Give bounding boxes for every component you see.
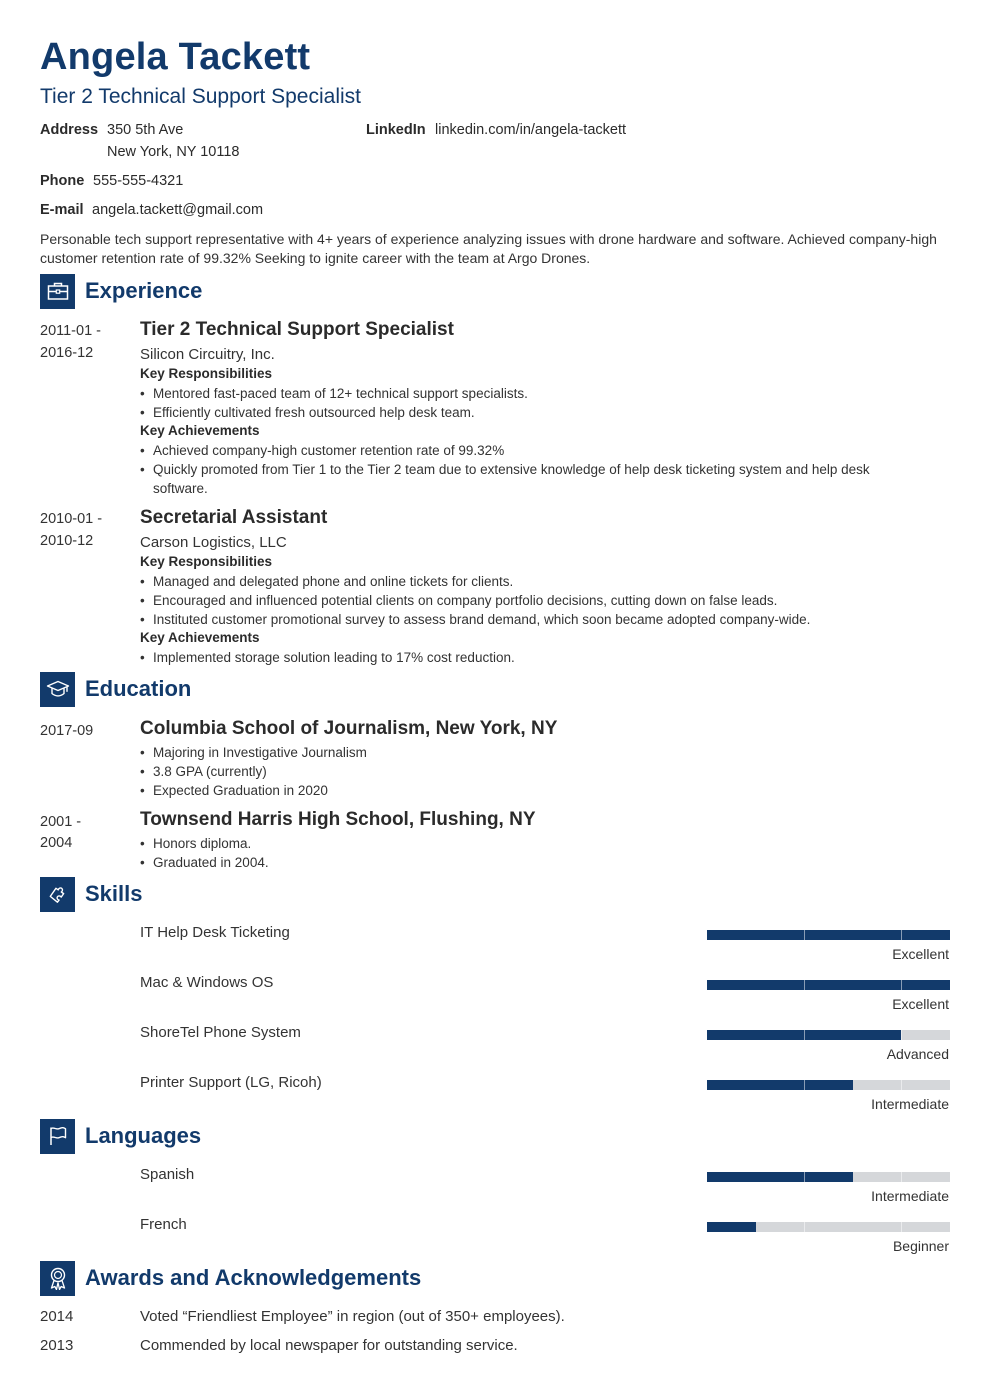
experience-header xyxy=(40,273,202,309)
skill-level: Excellent xyxy=(892,946,949,962)
list-item: • Achieved company-high customer retention rate of 99.32% xyxy=(140,441,920,460)
email-link[interactable]: angela.tackett@gmail.com xyxy=(92,202,264,218)
skill-level: Excellent xyxy=(892,996,949,1012)
address-block xyxy=(40,120,98,141)
bar-segment-divider xyxy=(804,1222,805,1232)
language-level: Beginner xyxy=(892,1238,949,1254)
skill-bar xyxy=(707,1080,950,1090)
skills-heading: Skills xyxy=(85,881,143,906)
languages-header xyxy=(40,1118,201,1154)
achievements-list xyxy=(140,648,930,667)
briefcase-icon xyxy=(40,274,75,309)
job-title: Secretarial Assistant xyxy=(140,507,328,528)
list-item: • Managed and delegated phone and online tickets for clients. xyxy=(140,572,930,591)
puzzle-icon xyxy=(40,877,75,912)
responsibilities-list xyxy=(140,572,930,629)
job-company: Carson Logistics, LLC xyxy=(140,534,287,551)
bar-segment-divider xyxy=(804,930,805,940)
bar-segment-divider xyxy=(804,1080,805,1090)
phone-label: Phone xyxy=(40,173,85,189)
school-title: Townsend Harris High School, Flushing, NY xyxy=(140,809,536,830)
bar-segment-divider xyxy=(901,980,902,990)
address-label: Address xyxy=(40,122,99,138)
school-bullets xyxy=(140,834,930,872)
job-title: Tier 2 Technical Support Specialist xyxy=(140,319,454,340)
award-year: 2014 xyxy=(40,1308,74,1325)
list-item: • Implemented storage solution leading to 17% cost reduction. xyxy=(140,648,930,667)
responsibilities-list xyxy=(140,384,930,422)
candidate-name: Angela Tackett xyxy=(40,36,311,78)
list-item: • Efficiently cultivated fresh outsourced help desk team. xyxy=(140,403,930,422)
skill-bar-fill xyxy=(707,980,950,990)
bar-segment-divider xyxy=(901,1222,902,1232)
skill-bar xyxy=(707,1030,950,1040)
bar-segment-divider xyxy=(901,930,902,940)
list-item: • Quickly promoted from Tier 1 to the Tier 2 team due to extensive knowledge of help desk ticketing system and help desk software. xyxy=(140,460,920,498)
school-bullets xyxy=(140,743,930,800)
skill-level: Advanced xyxy=(886,1046,949,1062)
language-name: French xyxy=(140,1216,187,1233)
job-date-end: 2010-12 xyxy=(40,533,94,549)
job-company: Silicon Circuitry, Inc. xyxy=(140,346,275,363)
award-ribbon-icon xyxy=(40,1261,75,1296)
list-item: • Encouraged and influenced potential clients on company portfolio decisions, cutting down on false leads. xyxy=(140,591,930,610)
achievements-list xyxy=(140,441,920,498)
school-date-start: 2017-09 xyxy=(40,723,94,739)
flag-icon xyxy=(40,1119,75,1154)
graduation-cap-icon xyxy=(40,672,75,707)
summary-text: Personable tech support representative with 4+ years of experience analyzing issues with drone hardware and software. Achieved company-high customer retention rate of 99.32% Seeking to ignite career with the team at Argo Drones. xyxy=(40,231,937,266)
language-bar xyxy=(707,1172,950,1182)
responsibilities-label: Key Responsibilities xyxy=(140,366,273,381)
language-bar-fill xyxy=(707,1172,853,1182)
skill-name: IT Help Desk Ticketing xyxy=(140,924,290,941)
bar-segment-divider xyxy=(804,980,805,990)
school-date-end: 2004 xyxy=(40,835,73,851)
list-item: • Mentored fast-paced team of 12+ technical support specialists. xyxy=(140,384,930,403)
language-bar xyxy=(707,1222,950,1232)
phone-value: 555-555-4321 xyxy=(93,173,184,189)
responsibilities-label: Key Responsibilities xyxy=(140,554,273,569)
linkedin-link[interactable]: linkedin.com/in/angela-tackett xyxy=(435,122,627,138)
bar-segment-divider xyxy=(901,1030,902,1040)
language-name: Spanish xyxy=(140,1166,195,1183)
skill-bar xyxy=(707,980,950,990)
awards-header xyxy=(40,1260,421,1296)
bar-segment-divider xyxy=(901,1172,902,1182)
list-item: • Instituted customer promotional survey to assess brand demand, which soon became adopted company-wide. xyxy=(140,610,930,629)
list-item: • Expected Graduation in 2020 xyxy=(140,781,930,800)
skill-name: Printer Support (LG, Ricoh) xyxy=(140,1074,322,1091)
skill-name: ShoreTel Phone System xyxy=(140,1024,301,1041)
address-line2: New York, NY 10118 xyxy=(107,144,240,160)
list-item: • Graduated in 2004. xyxy=(140,853,930,872)
bar-segment-divider xyxy=(804,1030,805,1040)
experience-heading: Experience xyxy=(85,278,203,303)
bar-segment-divider xyxy=(804,1172,805,1182)
skill-name: Mac & Windows OS xyxy=(140,974,274,991)
address-line1: 350 5th Ave xyxy=(107,122,184,138)
education-header xyxy=(40,671,191,707)
school-title: Columbia School of Journalism, New York, NY xyxy=(140,718,558,739)
language-level: Intermediate xyxy=(871,1188,949,1204)
list-item: • Majoring in Investigative Journalism xyxy=(140,743,930,762)
skill-bar xyxy=(707,930,950,940)
bar-segment-divider xyxy=(901,1080,902,1090)
list-item: • 3.8 GPA (currently) xyxy=(140,762,930,781)
achievements-label: Key Achievements xyxy=(140,630,260,645)
email-label: E-mail xyxy=(40,202,84,218)
achievements-label: Key Achievements xyxy=(140,423,260,438)
linkedin-label: LinkedIn xyxy=(366,122,426,138)
school-date-start: 2001 - xyxy=(40,814,82,830)
award-text: Commended by local newspaper for outstanding service. xyxy=(140,1337,518,1354)
education-heading: Education xyxy=(85,676,192,701)
skill-bar-fill xyxy=(707,930,950,940)
job-date-start: 2011-01 - xyxy=(40,323,101,339)
skill-level: Intermediate xyxy=(871,1096,949,1112)
skill-bar-fill xyxy=(707,1080,853,1090)
award-text: Voted “Friendliest Employee” in region (out of 350+ employees). xyxy=(140,1308,565,1325)
list-item: • Honors diploma. xyxy=(140,834,930,853)
award-year: 2013 xyxy=(40,1337,74,1354)
skills-header xyxy=(40,876,142,912)
candidate-title: Tier 2 Technical Support Specialist xyxy=(40,85,361,108)
languages-heading: Languages xyxy=(85,1123,202,1148)
job-date-start: 2010-01 - xyxy=(40,511,103,527)
awards-heading: Awards and Acknowledgements xyxy=(85,1265,422,1290)
job-date-end: 2016-12 xyxy=(40,345,94,361)
language-bar-fill xyxy=(707,1222,756,1232)
